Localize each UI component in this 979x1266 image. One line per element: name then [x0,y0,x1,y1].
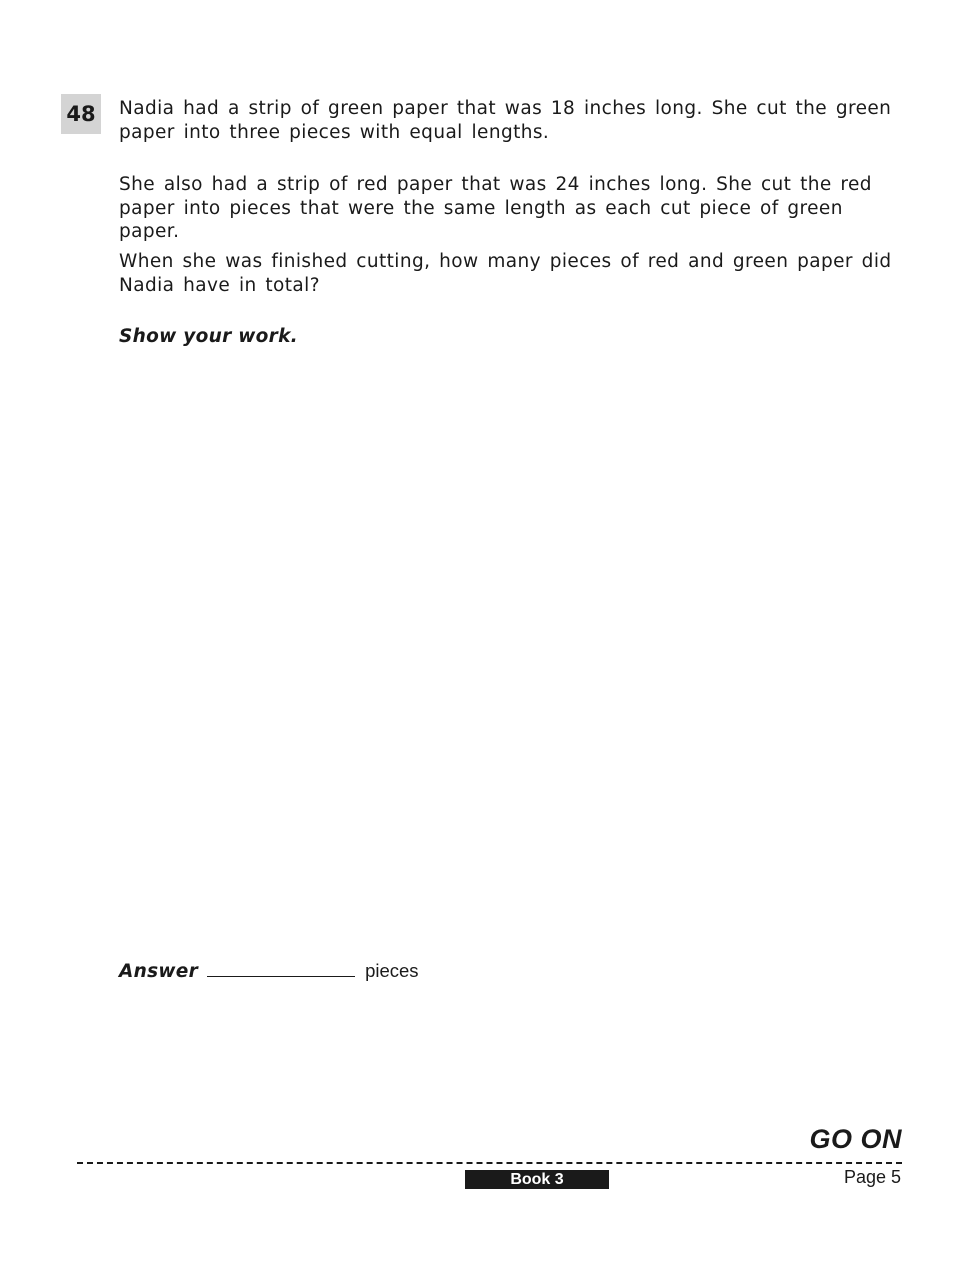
footer-dashed-divider [77,1162,902,1164]
question-paragraph-3: When she was finished cutting, how many pieces of red and green paper did Nadia have in total? [119,251,892,296]
question-paragraph-1: Nadia had a strip of green paper that was 18 inches long. She cut the green paper into three pieces with equal lengths. [119,98,892,143]
question-number: 48 [61,94,101,134]
go-on-label: GO ON [809,1124,902,1154]
answer-label: Answer [119,961,199,982]
answer-blank[interactable] [207,958,355,977]
book-label: Book 3 [465,1170,609,1189]
page-number: Page 5 [843,1167,901,1187]
question-paragraph-2: She also had a strip of red paper that was 24 inches long. She cut the red paper into pieces that were the same length as each cut piece of green paper. [119,174,872,242]
answer-row [119,958,419,982]
show-work-instruction: Show your work. [119,326,298,347]
answer-unit: pieces [365,960,419,981]
